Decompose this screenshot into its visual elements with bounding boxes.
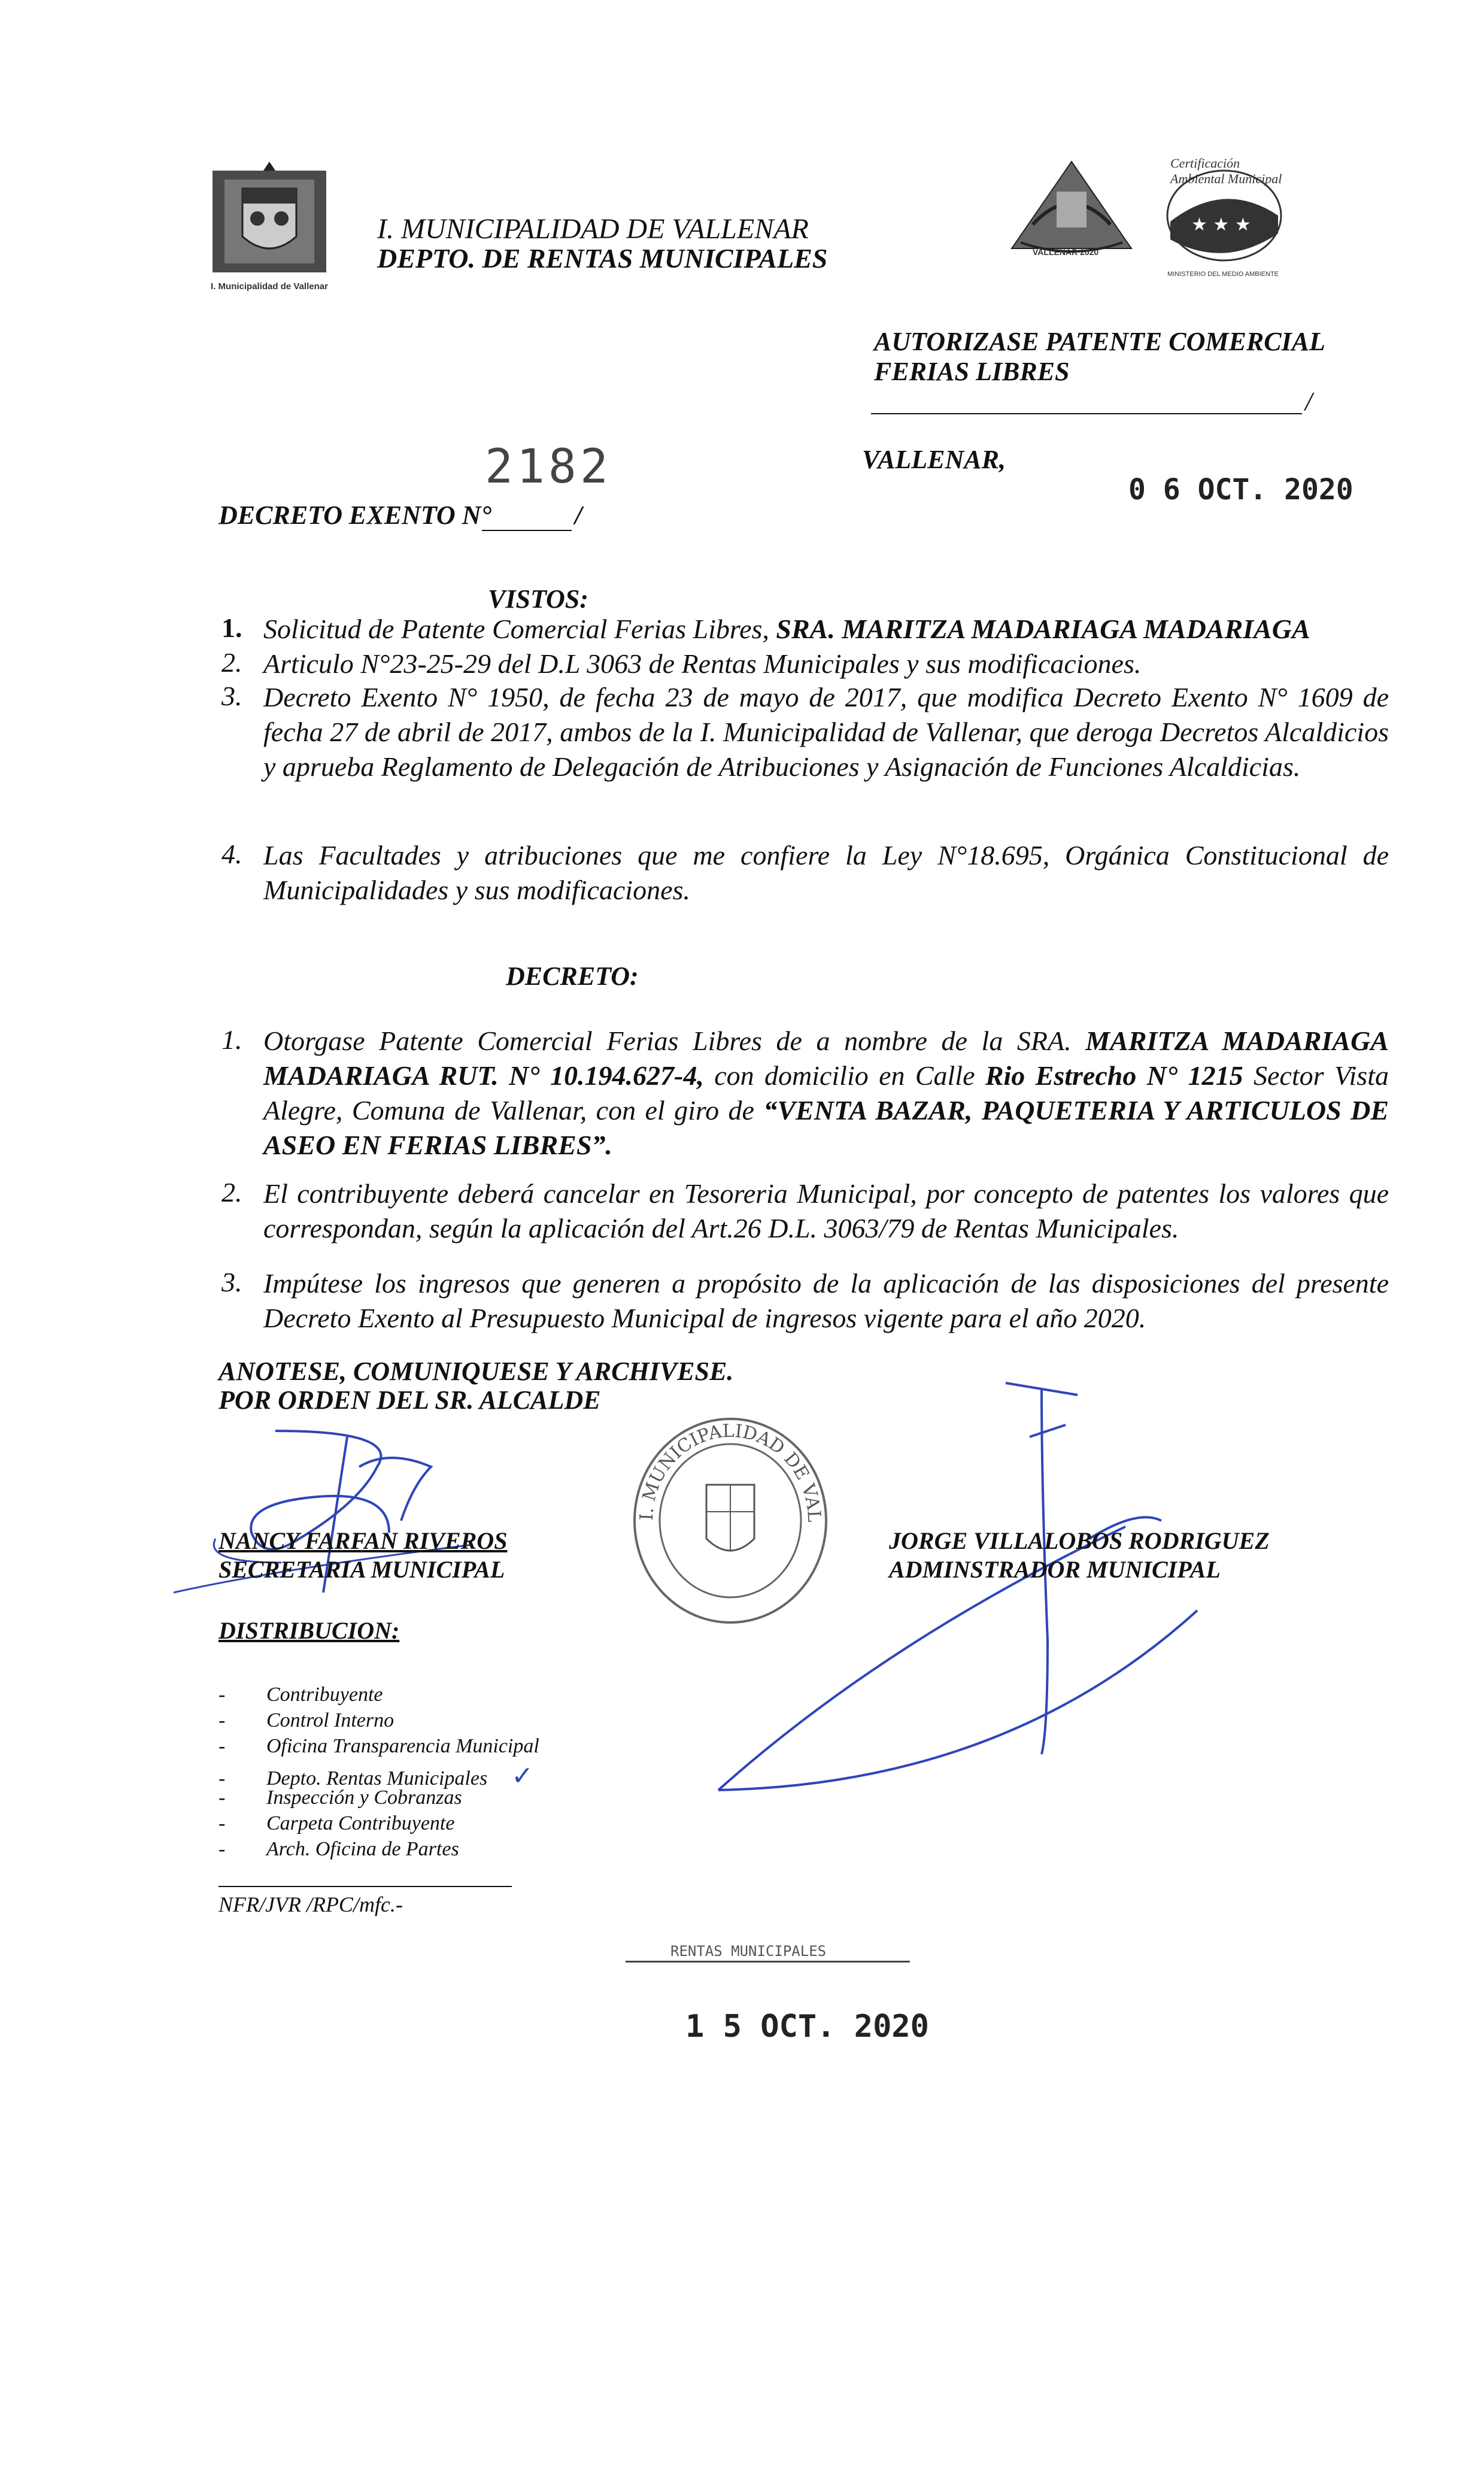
closing-line-2: POR ORDEN DEL SR. ALCALDE <box>218 1385 601 1415</box>
visto-3-number: 3. <box>221 681 242 711</box>
distribution-item: - Arch. Oficina de Partes <box>218 1838 459 1860</box>
visto-4-text: Las Facultades y atribuciones que me confiere la Ley N°18.695, Orgánica Constitucional de Municipalidades y sus modificaciones. <box>263 840 1389 905</box>
checkmark-icon: ✓ <box>511 1761 534 1791</box>
visto-1-text: Solicitud de Patente Comercial Ferias Libres, <box>263 614 776 644</box>
decreto-3-text: Impútese los ingresos que generen a propósito de la aplicación de las disposiciones del presente Decreto Exento al Presupuesto Municipal de ingresos vigente para el año 2020. <box>263 1268 1389 1333</box>
vistos-heading: VISTOS: <box>488 584 588 614</box>
distribution-item: - Oficina Transparencia Municipal <box>218 1735 539 1757</box>
place-label: VALLENAR, <box>862 445 1006 474</box>
closing-line-1: ANOTESE, COMUNIQUESE Y ARCHIVESE. <box>218 1357 734 1386</box>
distribution-item: - Depto. Rentas Municipales ✓ <box>218 1761 534 1791</box>
decreto-1-giro: “VENTA BAZAR, PAQUETERIA Y ARTICULOS DE ASEO EN FERIAS LIBRES”. <box>263 1095 1389 1160</box>
received-stamp-line <box>626 1961 910 1963</box>
distribution-item: - Contribuyente <box>218 1684 383 1706</box>
distribution-item: - Inspección y Cobranzas <box>218 1786 462 1809</box>
visto-4-number: 4. <box>221 839 242 869</box>
municipal-crest <box>207 159 332 302</box>
svg-text:★ ★ ★: ★ ★ ★ <box>1191 214 1251 235</box>
subject-slash: / <box>1305 387 1313 416</box>
decreto-3-number: 3. <box>221 1267 242 1297</box>
visto-2-number: 2. <box>221 647 242 678</box>
decree-slash: / <box>575 501 582 530</box>
initials: NFR/JVR /RPC/mfc.- <box>218 1892 403 1916</box>
visto-1-name: SRA. MARITZA MADARIAGA MADARIAGA <box>776 614 1310 644</box>
decreto-1-name-rut: MARITZA MADARIAGA MADARIAGA RUT. N° 10.194.627-4, <box>263 1026 1389 1091</box>
visto-2-text: Articulo N°23-25-29 del D.L 3063 de Rentas Municipales y sus modificaciones. <box>263 648 1142 679</box>
left-signer-name: NANCY FARFAN RIVEROS <box>218 1527 508 1554</box>
right-signer-title: ADMINSTRADOR MUNICIPAL <box>889 1556 1221 1583</box>
decreto-1-address: Rio Estrecho N° 1215 <box>985 1060 1243 1091</box>
vallenar-logo-text: VALLENAR 2020 <box>1033 247 1099 257</box>
decreto-1-number: 1. <box>221 1024 242 1055</box>
initials-line <box>218 1886 512 1887</box>
visto-1 <box>263 612 1389 647</box>
distribution-heading: DISTRIBUCION: <box>218 1617 400 1644</box>
decree-number-line <box>482 530 572 531</box>
left-signer-title: SECRETARIA MUNICIPAL <box>218 1556 505 1583</box>
received-stamp-dept: RENTAS MUNICIPALES <box>670 1943 827 1960</box>
visto-1-number: 1. <box>221 612 242 643</box>
subject-line-2: FERIAS LIBRES <box>874 357 1070 386</box>
subject-line-1: AUTORIZASE PATENTE COMERCIAL <box>874 327 1325 356</box>
date-stamp: 0 6 OCT. 2020 <box>1128 473 1353 506</box>
decree-label: DECRETO EXENTO N° <box>218 501 492 530</box>
decreto-2-text: El contribuyente deberá cancelar en Tesoreria Municipal, por concepto de patentes los valores que correspondan, según la aplicación del Art.26 D.L. 3063/79 de Rentas Municipales. <box>263 1178 1389 1243</box>
received-stamp-date: 1 5 OCT. 2020 <box>685 2009 929 2045</box>
decreto-1-p3: Sector Vista Alegre, Comuna de Vallenar, con el giro de <box>263 1060 1389 1126</box>
certificacion-logo-sub: MINISTERIO DEL MEDIO AMBIENTE <box>1167 271 1279 278</box>
right-signer-name: JORGE VILLALOBOS RODRIGUEZ <box>889 1527 1270 1554</box>
decree-number-stamp: 2182 <box>485 440 612 494</box>
decreto-2-number: 2. <box>221 1177 242 1208</box>
seal-text: I. MUNICIPALIDAD DE VAL <box>636 1420 825 1523</box>
certificacion-ambiental-logo <box>1158 156 1296 284</box>
subject-underline <box>871 413 1302 414</box>
decreto-1-p2: con domicilio en Calle <box>703 1060 985 1091</box>
decreto-heading: DECRETO: <box>506 961 639 991</box>
header-title-2: DEPTO. DE RENTAS MUNICIPALES <box>377 243 828 274</box>
distribution-item: - Control Interno <box>218 1709 394 1731</box>
right-signature-scribble <box>706 1371 1245 1802</box>
certificacion-logo-name: Certificación Ambiental Municipal <box>1170 156 1282 186</box>
header-title-1: I. MUNICIPALIDAD DE VALLENAR <box>377 213 809 245</box>
decreto-1 <box>263 1024 1389 1163</box>
decreto-1-p1: Otorgase Patente Comercial Ferias Libres de a nombre de la SRA. <box>263 1026 1086 1056</box>
visto-3-text: Decreto Exento N° 1950, de fecha 23 de mayo de 2017, que modifica Decreto Exento N° 1609 de fecha 27 de abril de 2017, ambos de la I. Municipalidad de Vallenar, que deroga Decretos Alcaldicios y aprueba Reglamento de Delegación de Atribuciones y Asignación de Funciones Alcaldicias. <box>263 682 1389 782</box>
vallenar-2020-logo <box>1009 159 1134 269</box>
crest-caption: I. Municipalidad de Vallenar <box>211 281 328 292</box>
distribution-item: - Carpeta Contribuyente <box>218 1812 455 1834</box>
